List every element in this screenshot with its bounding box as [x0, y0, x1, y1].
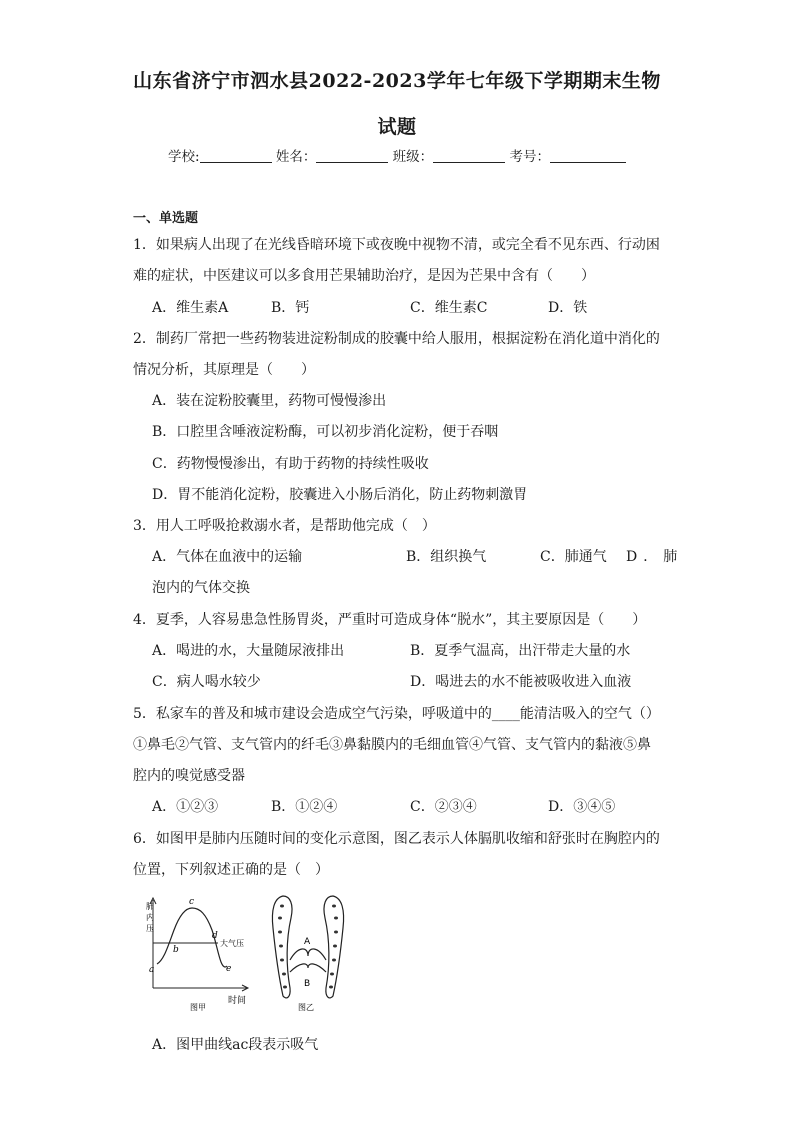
question-2-option-b[interactable]: B．口腔里含唾液淀粉酶，可以初步消化淀粉，便于吞咽 — [152, 424, 499, 440]
question-4-option-c[interactable]: C．病人喝水较少 — [152, 674, 261, 690]
question-6-line-2: 位置，下列叙述正确的是（ ） — [133, 862, 329, 878]
question-3-option-c[interactable]: C．肺通气 — [540, 549, 607, 565]
y-axis-label-2: 内 — [146, 913, 154, 922]
student-info-line — [0, 145, 794, 165]
diaphragm-position-b — [290, 964, 326, 972]
exam-title-line1: 山东省济宁市泗水县2022-2023学年七年级下学期期末生物 — [133, 70, 661, 92]
question-3-line-1: 3．用人工呼吸抢救溺水者，是帮助他完成（ ） — [133, 518, 436, 534]
point-c-label: c — [189, 897, 195, 907]
question-1-line-2: 难的症状，中医建议可以多食用芒果辅助治疗，是因为芒果中含有（ ） — [133, 268, 595, 284]
point-d-label: d — [212, 931, 218, 941]
figure-left-pressure-graph — [146, 897, 248, 1012]
school-blank[interactable] — [200, 148, 272, 163]
question-4-option-a[interactable]: A．喝进的水，大量随尿液排出 — [152, 643, 345, 659]
name-blank[interactable] — [316, 148, 388, 163]
question-5-option-d[interactable]: D．③④⑤ — [548, 799, 616, 815]
question-2-line-2: 情况分析，其原理是（ ） — [133, 362, 315, 378]
exam-number-label: 考号： — [509, 149, 550, 165]
question-5-line-1: 5．私家车的普及和城市建设会造成空气污染，呼吸道中的____能清洁吸入的空气（） — [133, 706, 660, 722]
question-1-option-a[interactable]: A．维生素A — [152, 300, 229, 316]
question-3-option-a[interactable]: A．气体在血液中的运输 — [152, 549, 303, 565]
exam-number-blank[interactable] — [550, 148, 626, 163]
question-6-line-1: 6．如图甲是肺内压随时间的变化示意图，图乙表示人体膈肌收缩和舒张时在胸腔内的 — [133, 831, 660, 847]
question-3-option-b[interactable]: B．组织换气 — [406, 549, 487, 565]
question-4-line-1: 4．夏季，人容易患急性肠胃炎，严重时可造成身体“脱水”，其主要原因是（ ） — [133, 612, 647, 628]
question-2-option-c[interactable]: C．药物慢慢渗出，有助于药物的持续性吸收 — [152, 456, 429, 472]
diaphragm-position-a — [290, 949, 326, 960]
question-3-option-d[interactable]: D．肺 — [626, 549, 684, 565]
question-1-line-1: 1．如果病人出现了在光线昏暗环境下或夜晚中视物不清，或完全看不见东西、行动困 — [133, 237, 660, 253]
question-1-option-d[interactable]: D．铁 — [548, 300, 588, 316]
y-axis-label-1: 肺 — [146, 902, 154, 911]
question-4-option-d[interactable]: D．喝进去的水不能被吸收进入血液 — [410, 674, 632, 690]
question-5-option-b[interactable]: B．①②④ — [271, 799, 338, 815]
question-4-option-b[interactable]: B．夏季气温高，出汗带走大量的水 — [410, 643, 631, 659]
question-5-option-c[interactable]: C．②③④ — [410, 799, 477, 815]
x-axis-label: 时间 — [228, 996, 247, 1006]
class-label: 班级： — [392, 149, 434, 165]
section-title: 一、单选题 — [133, 211, 199, 226]
y-axis-label-3: 压 — [146, 924, 154, 933]
class-blank[interactable] — [433, 148, 505, 163]
region-a-label: A — [304, 937, 311, 947]
question-5-option-a[interactable]: A．①②③ — [152, 799, 219, 815]
region-b-label: B — [304, 979, 311, 989]
figure-right-caption: 图乙 — [298, 1003, 314, 1012]
question-1-option-c[interactable]: C．维生素C — [410, 300, 488, 316]
point-a-label: a — [149, 965, 155, 975]
question-5-line-2: ①鼻毛②气管、支气管内的纤毛③鼻黏膜内的毛细血管④气管、支气管内的黏液⑤鼻 — [133, 737, 651, 753]
question-3-option-d-continued: 泡内的气体交换 — [152, 580, 250, 596]
question-6-option-a[interactable]: A．图甲曲线ac段表示吸气 — [152, 1037, 319, 1053]
point-b-label: b — [173, 945, 179, 955]
figure-left-caption: 图甲 — [190, 1003, 206, 1012]
lung-pressure-figure — [128, 888, 368, 1018]
atmospheric-pressure-label: 大气压 — [220, 939, 244, 948]
question-1-option-b[interactable]: B．钙 — [271, 300, 310, 316]
question-2-line-1: 2．制药厂常把一些药物装进淀粉制成的胶囊中给人服用，根据淀粉在消化道中消化的 — [133, 331, 660, 347]
question-2-option-d[interactable]: D．胃不能消化淀粉，胶囊进入小肠后消化，防止药物刺激胃 — [152, 487, 528, 503]
point-e-label: e — [226, 964, 232, 974]
exam-title-line2: 试题 — [377, 116, 417, 138]
question-2-option-a[interactable]: A．装在淀粉胶囊里，药物可慢慢渗出 — [152, 393, 387, 409]
name-label: 姓名： — [275, 149, 317, 165]
question-5-line-3: 腔内的嗅觉感受器 — [133, 768, 245, 784]
school-label: 学校: — [168, 149, 200, 165]
figure-right-chest-diagram — [272, 896, 343, 1012]
